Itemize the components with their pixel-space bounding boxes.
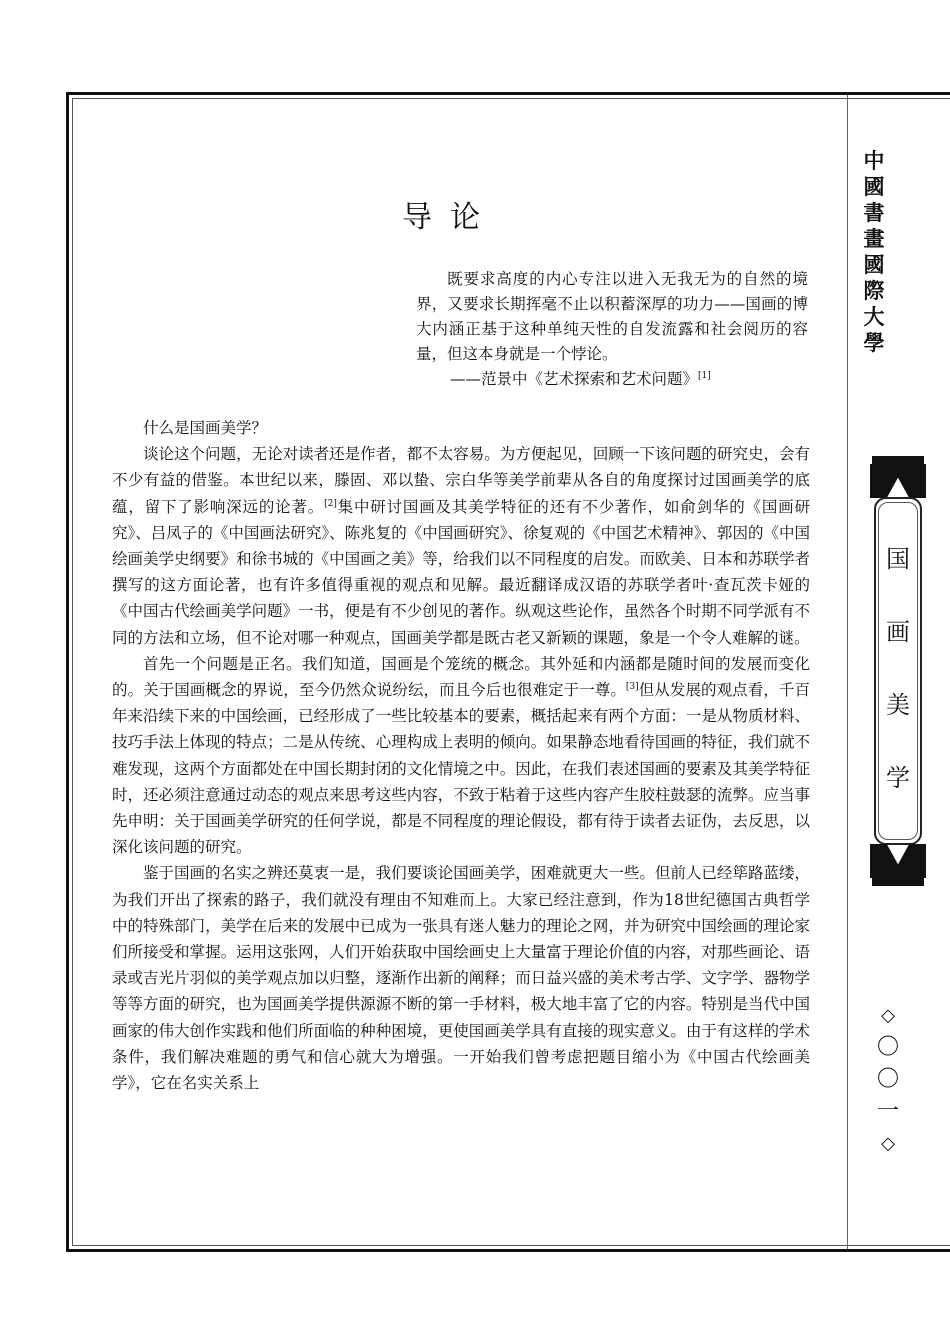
page-number-char: 〇 — [876, 1067, 899, 1092]
university-char: 書 — [863, 200, 885, 225]
body-text — [112, 415, 810, 1096]
university-char: 學 — [863, 330, 885, 355]
paragraph — [112, 651, 810, 861]
paragraph-text: 谈论这个问题，无论对读者还是作者，都不太容易。为方便起见，回顾一下该问题的研究史，会有不少有益的借鉴。本世纪以来，滕固、邓以蛰、宗白华等美学前辈从各自的角度探讨过国画美学的底蕴，留下了影响深远的论著。 — [112, 445, 810, 516]
book-title-char: 画 — [886, 618, 910, 646]
university-char: 大 — [863, 304, 885, 329]
university-name-vertical — [856, 148, 892, 356]
university-char: 際 — [863, 278, 885, 303]
university-char: 中 — [863, 148, 885, 173]
page-number-char: 〇 — [876, 1035, 899, 1060]
epigraph-source-text: ——范景中《艺术探索和艺术问题》 — [450, 370, 699, 388]
diamond-icon: ◇ — [881, 1133, 895, 1154]
university-char: 國 — [863, 174, 885, 199]
university-char: 國 — [863, 252, 885, 277]
book-title-char: 国 — [886, 545, 910, 573]
paragraph: 什么是国画美学？ — [143, 419, 268, 437]
diamond-icon: ◇ — [881, 1005, 895, 1026]
book-title-char: 美 — [886, 691, 910, 719]
footnote-ref: [3] — [625, 681, 639, 692]
book-title-vertical — [878, 535, 918, 827]
panel-bottom-bar — [872, 878, 924, 886]
book-title-char: 学 — [886, 764, 910, 792]
chapter-title: 导论 — [402, 200, 498, 235]
page-number-char: 一 — [876, 1099, 899, 1124]
university-char: 畫 — [863, 226, 885, 251]
paragraph-text: 但从发展的观点看，千百年来沿续下来的中国绘画，已经形成了一些比较基本的要素，概括起来有两个方面：一是从物质材料、技巧手法上体现的特点；二是从传统、心理构成上表明的倾向。如果静态地看待国画的特征，我们就不难发现，这两个方面都处在中国长期封闭的文化情境之中。因此，在我们表述国画的要素及其美学特征时，还必须注意通过动态的观点来思考这些内容，不致于粘着于这些内容产生胶柱鼓瑟的流弊。应当事先申明：关于国画美学研究的任何学说，都是不同程度的理论假设，都有待于读者去证伪，去反思，以深化该问题的研究。 — [112, 681, 810, 857]
epigraph-source — [416, 367, 808, 392]
footnote-ref: [2] — [324, 498, 337, 509]
panel-top-bar — [872, 456, 924, 464]
paragraph — [112, 441, 810, 651]
sidebar-divider — [847, 95, 848, 1249]
epigraph-text: 既要求高度的内心专注以进入无我无为的自然的境界，又要求长期挥毫不止以积蓄深厚的功力——国画的博大内涵正基于这种单纯天性的自发流露和社会阅历的容量，但这本身就是一个悖论。 — [416, 270, 808, 363]
paragraph: 鉴于国画的名实之辨还莫衷一是，我们要谈论国画美学，困难就更大一些。但前人已经筚路蓝缕，为我们开出了探索的路子，我们就没有理由不知难而上。大家已经注意到，作为18世纪德国古典哲学中的特殊部门，美学在后来的发展中已成为一张具有迷人魅力的理论之网，并为研究中国绘画的理论家们所接受和掌握。运用这张网，人们开始获取中国绘画史上大量富于理论价值的内容，对那些画论、语录或吉光片羽似的美学观点加以归整，逐渐作出新的阐释；而日益兴盛的美术考古学、文字学、器物学等等方面的研究，也为国画美学提供源源不断的第一手材料，极大地丰富了它的内容。特别是当代中国画家的伟大创作实践和他们所面临的种种困境，更使国画美学具有直接的现实意义。由于有这样的学术条件，我们解决难题的勇气和信心就大为增强。一开始我们曾考虑把题目缩小为《中国古代绘画美学》，它在名实关系上 — [112, 864, 810, 1093]
footnote-ref: [1] — [698, 370, 711, 381]
paragraph-text: 集中研讨国画及其美学特征的还有不少著作，如俞剑华的《国画研究》、吕凤子的《中国画法研究》、陈兆复的《中国画研究》、徐复观的《中国艺术精神》、郭因的《中国绘画美学史纲要》和徐书城的《中国画之美》等，给我们以不同程度的启发。而欧美、日本和苏联学者撰写的这方面论著，也有许多值得重视的观点和见解。最近翻译成汉语的苏联学者叶·查瓦茨卡娅的《中国古代绘画美学问题》一书，便是有不少创见的著作。纵观这些论作，虽然各个时期不同学派有不同的方法和立场，但不论对哪一种观点，国画美学都是既古老又新颖的课题，象是一个令人难解的谜。 — [112, 497, 810, 647]
paragraph-text: 首先一个问题是正名。我们知道，国画是个笼统的概念。其外延和内涵都是随时间的发展而变化的。关于国画概念的界说，至今仍然众说纷纭，而且今后也很难定于一尊。 — [112, 654, 810, 700]
epigraph — [416, 267, 808, 392]
page-number-vertical — [868, 1000, 908, 1160]
